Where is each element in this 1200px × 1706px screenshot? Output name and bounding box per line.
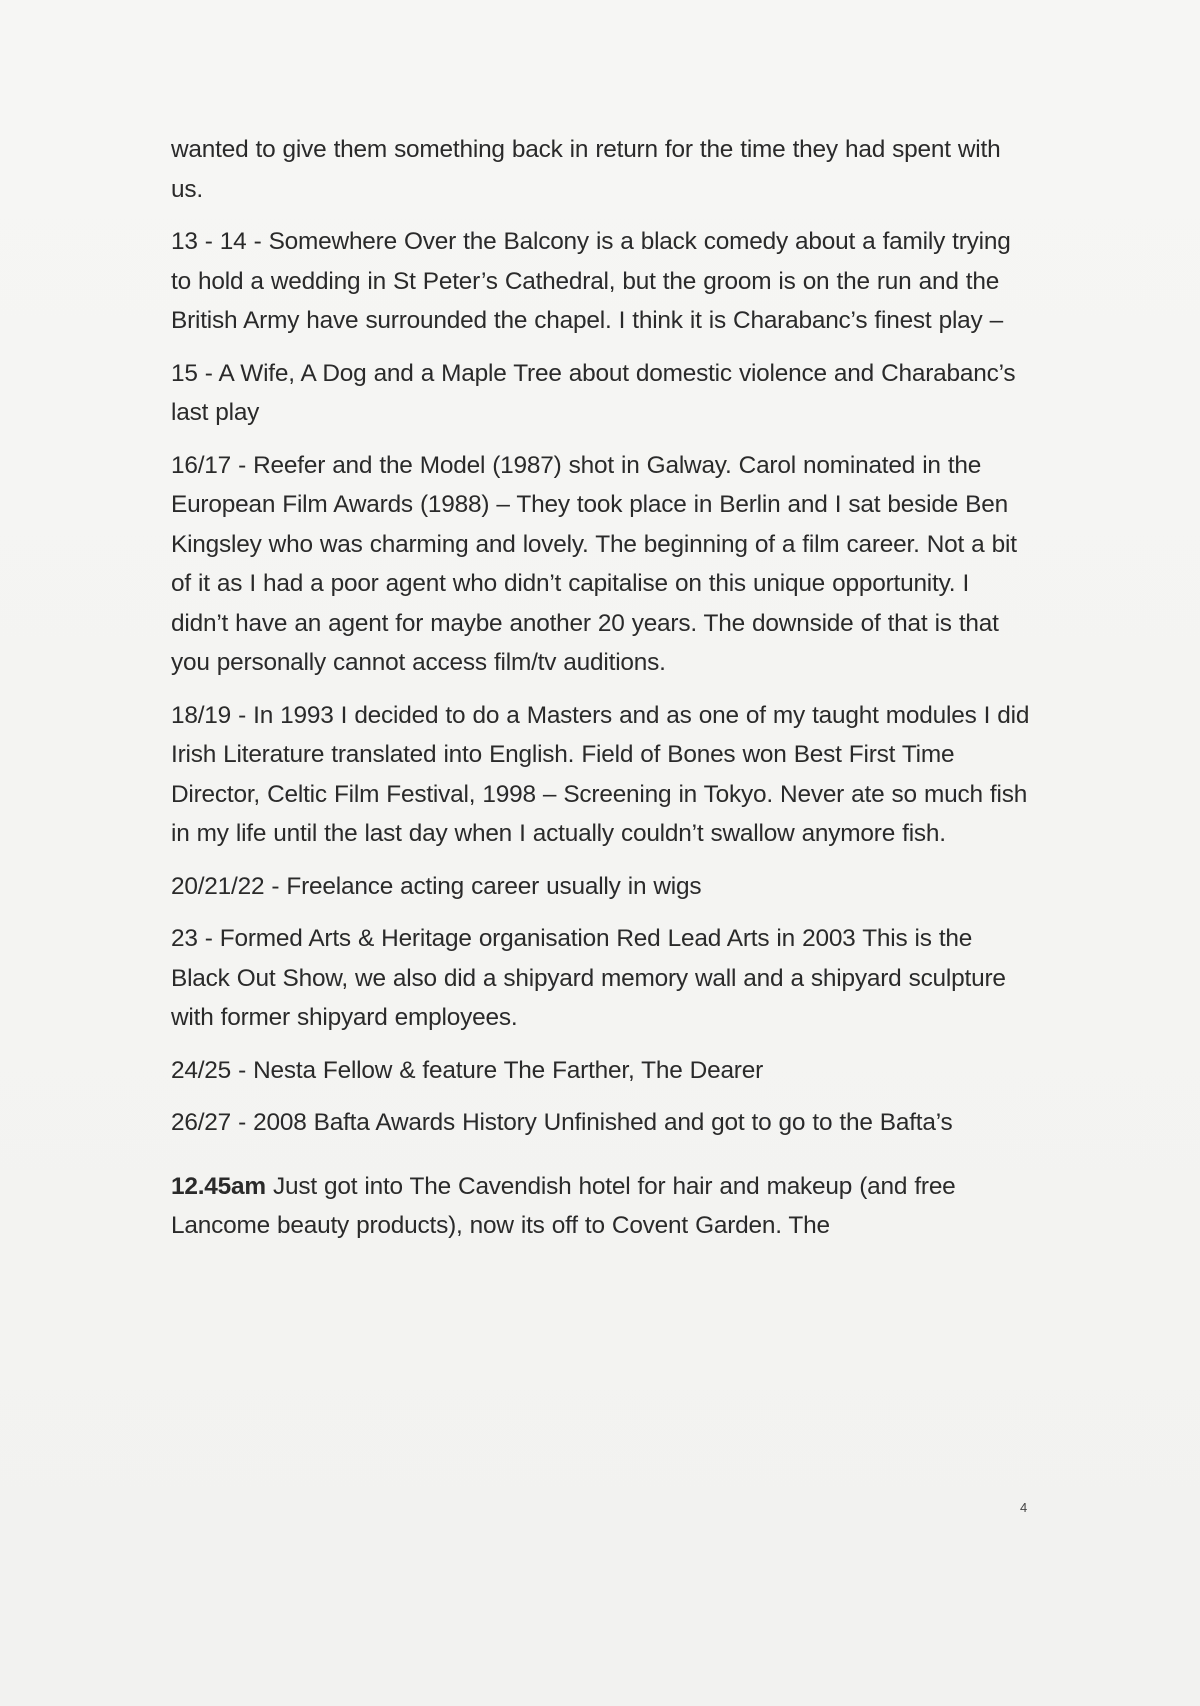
paragraph-continuation: wanted to give them something back in return for the time they had spent with us. [171,136,1001,203]
paragraph-24-25: 24/25 - Nesta Fellow & feature The Farther, The Dearer [171,1056,764,1084]
paragraph-26-27: 26/27 - 2008 Bafta Awards History Unfinished and got to go to the Bafta’s [171,1109,953,1136]
paragraph-final [171,1167,1031,1246]
paragraph-23: 23 - Formed Arts & Heritage organisation Red Lead Arts in 2003 This is the Black Out Show, we also did a shipyard memory wall and a shipyard sculpture with former shipyard employees. [171,925,1006,1031]
paragraph-20-21-22: 20/21/22 - Freelance acting career usually in wigs [171,872,702,900]
paragraph-16-17: 16/17 - Reefer and the Model (1987) shot in Galway. Carol nominated in the European Film Awards (1988) – They took place in Berlin and I sat beside Ben Kingsley who was charming and lovely. The beginning of a film career. Not a bit of it as I had a poor agent who didn’t capitalise on this unique opportunity. I didn’t have an agent for maybe another 20 years. The downside of that is that you personally cannot access film/tv auditions. [171,451,1017,676]
paragraph-18-19: 18/19 - In 1993 I decided to do a Masters and as one of my taught modules I did Irish Literature translated into English. Field of Bones won Best First Time Director, Celtic Film Festival, 1998 – Screening in Tokyo. Never ate so much fish in my life until the last day when I actually couldn’t swallow anymore fish. [171,701,1030,847]
final-paragraph-text: Just got into The Cavendish hotel for hair and makeup (and free Lancome beauty products), now its off to Covent Garden. The [171,1172,956,1239]
page-number: 4 [1020,1500,1028,1515]
paragraph-15: 15 - A Wife, A Dog and a Maple Tree about domestic violence and Charabanc’s last play [171,359,1016,426]
time-lead: 12.45am [171,1172,266,1200]
paragraph-13-14: 13 - 14 - Somewhere Over the Balcony is a black comedy about a family trying to hold a wedding in St Peter’s Cathedral, but the groom is on the run and the British Army have surrounded the chapel. I think it is Charabanc’s finest play – [171,228,1011,334]
body-text [171,130,1031,1259]
